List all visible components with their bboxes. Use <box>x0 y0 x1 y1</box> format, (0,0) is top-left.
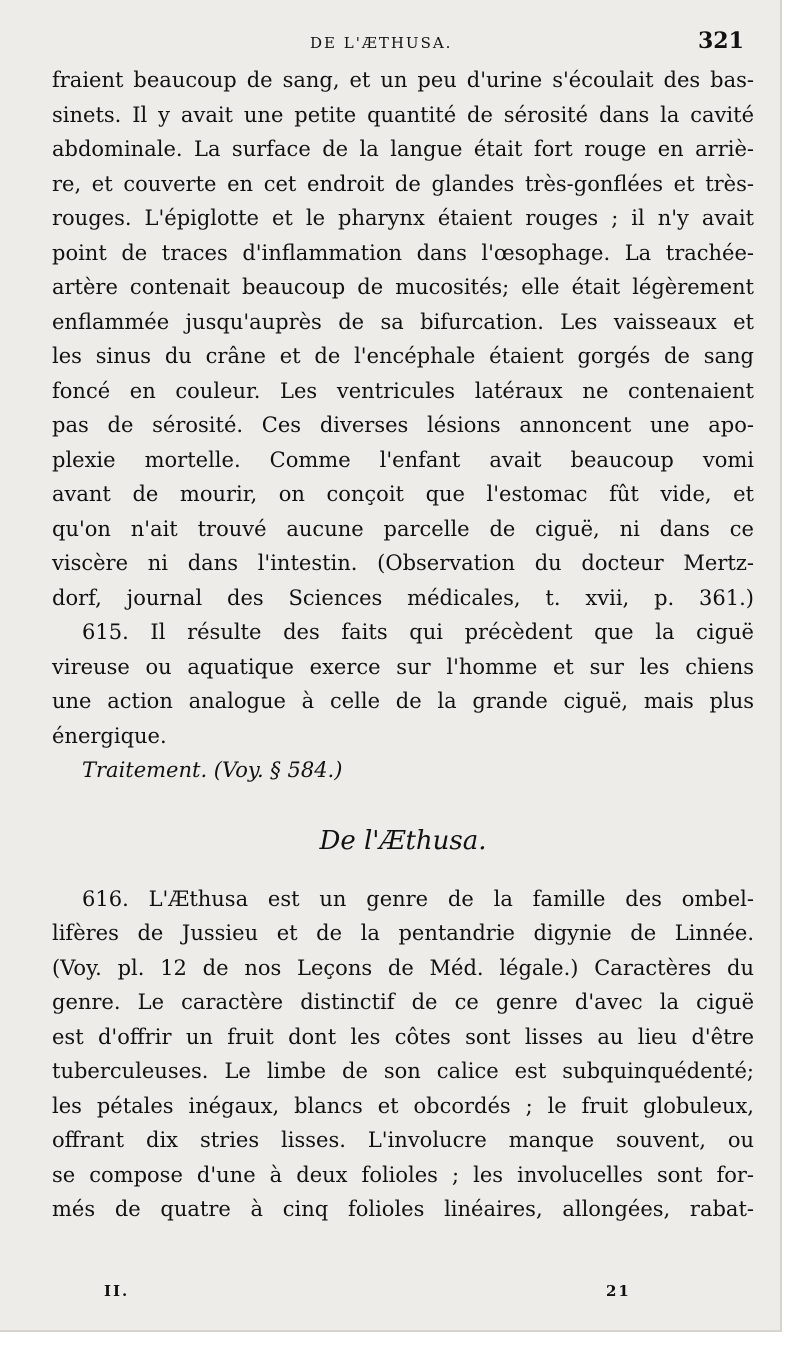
text-line: (Voy. pl. 12 de nos Leçons de Méd. légale.) Caractères du <box>52 955 754 980</box>
text-line: enflammée jusqu'auprès de sa bifurcation. Les vaisseaux et <box>52 309 754 334</box>
text-line: une action analogue à celle de la grande ciguë, mais plus <box>52 689 754 713</box>
text-line: pas de sérosité. Ces diverses lésions annoncent une apo- <box>52 413 754 437</box>
text-line: sinets. Il y avait une petite quantité de sérosité dans la cavité <box>52 102 754 127</box>
text-line: foncé en couleur. Les ventricules latéraux ne contenaient <box>52 378 754 403</box>
sheet-number: 21 <box>606 1282 631 1300</box>
page-number: 321 <box>698 28 744 54</box>
text-line: més de quatre à cinq folioles linéaires, allongées, rabat- <box>52 1197 754 1221</box>
text-line: viscère ni dans l'intestin. (Observation du docteur Mertz- <box>52 551 754 575</box>
text-line: les pétales inégaux, blancs et obcordés ; le fruit globuleux, <box>52 1093 754 1118</box>
text-line: qu'on n'ait trouvé aucune parcelle de ciguë, ni dans ce <box>52 516 754 541</box>
text-line: avant de mourir, on conçoit que l'estomac fût vide, et <box>52 482 754 506</box>
page-footer <box>0 1282 780 1312</box>
text-line: vireuse ou aquatique exerce sur l'homme et sur les chiens <box>52 654 754 679</box>
text-line: re, et couverte en cet endroit de glandes très-gonflées et très- <box>52 171 754 196</box>
signature-mark: II. <box>104 1282 130 1300</box>
text-line: lifères de Jussieu et de la pentandrie digynie de Linnée. <box>52 921 754 945</box>
text-line: offrant dix stries lisses. L'involucre manque souvent, ou <box>52 1128 754 1152</box>
section-heading: De l'Æthusa. <box>319 825 487 856</box>
text-line: abdominale. La surface de la langue était fort rouge en arriè- <box>52 137 754 161</box>
text-line: rouges. L'épiglotte et le pharynx étaient rouges ; il n'y avait <box>52 206 754 230</box>
text-line: se compose d'une à deux folioles ; les involucelles sont for- <box>52 1162 754 1187</box>
paragraph-616-start: 616. L'Æthusa est un genre de la famille des ombel- <box>82 886 754 911</box>
text-line: tuberculeuses. Le limbe de son calice est subquinquédenté; <box>52 1059 754 1083</box>
paragraph-615-start: 615. Il résulte des faits qui précèdent que la ciguë <box>82 620 754 644</box>
treatment-reference: Traitement. (Voy. § 584.) <box>82 758 343 782</box>
text-line: dorf, journal des Sciences médicales, t. xvii, p. 361.) <box>52 585 754 610</box>
text-line: point de traces d'inflammation dans l'œsophage. La trachée- <box>52 240 754 265</box>
body-text <box>52 63 754 1227</box>
running-head <box>0 28 780 58</box>
running-title: DE L'ÆTHUSA. <box>310 34 453 52</box>
text-line: les sinus du crâne et de l'encéphale étaient gorgés de sang <box>52 344 754 368</box>
text-line: plexie mortelle. Comme l'enfant avait beaucoup vomi <box>52 447 754 472</box>
text-line: genre. Le caractère distinctif de ce genre d'avec la ciguë <box>52 990 754 1014</box>
text-line: fraient beaucoup de sang, et un peu d'urine s'écoulait des bas- <box>52 68 754 92</box>
section-spacer <box>52 788 754 816</box>
text-line: énergique. <box>52 723 167 748</box>
text-line: est d'offrir un fruit dont les côtes sont lisses au lieu d'être <box>52 1024 754 1049</box>
text-line: artère contenait beaucoup de mucosités; elle était légèrement <box>52 275 754 299</box>
